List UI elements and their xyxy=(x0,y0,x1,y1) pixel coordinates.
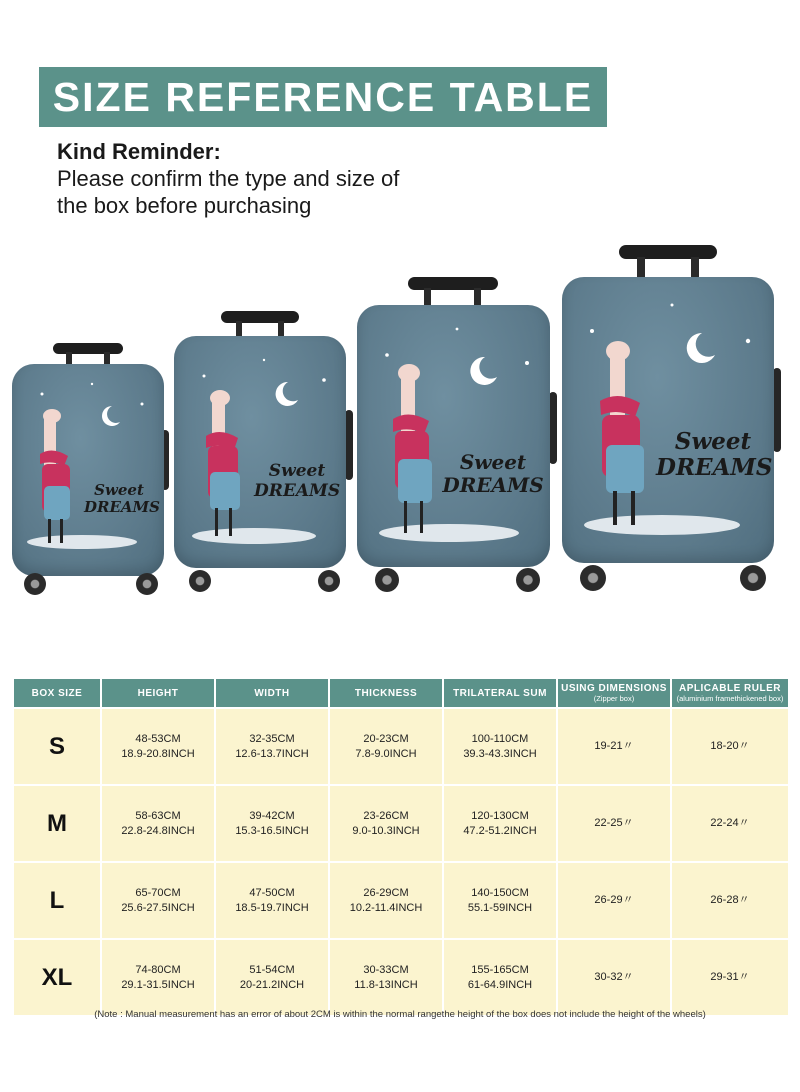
slogan-sweet: Sweet xyxy=(268,461,326,481)
sum-cell: 120-130CM 47.2-51.2INCH xyxy=(444,786,556,861)
header-height: HEIGHT xyxy=(102,679,214,707)
using-cell: 26-29〃 xyxy=(558,863,670,938)
thickness-cell: 26-29CM 10.2-11.4INCH xyxy=(330,863,442,938)
header-using-dimensions: USING DIMENSIONS (Zipper box) xyxy=(558,679,670,707)
slogan-dreams: DREAMS xyxy=(656,454,773,482)
side-grip xyxy=(345,410,353,480)
height-cell: 58-63CM 22.8-24.8INCH xyxy=(102,786,214,861)
sum-cell: 140-150CM 55.1-59INCH xyxy=(444,863,556,938)
header-trilateral-sum: TRILATERAL SUM xyxy=(444,679,556,707)
handle-bar xyxy=(221,311,299,323)
ruler-cell: 22-24〃 xyxy=(672,786,788,861)
height-cell: 65-70CM 25.6-27.5INCH xyxy=(102,863,214,938)
suitcase-body xyxy=(357,305,550,567)
slogan-dreams: DREAMS xyxy=(254,480,341,501)
ruler-cell: 26-28〃 xyxy=(672,863,788,938)
header-aplicable-ruler: APLICABLE RULER (aluminium framethickened box) xyxy=(672,679,788,707)
ruler-cell: 18-20〃 xyxy=(672,709,788,784)
size-label: M xyxy=(14,786,100,861)
slogan-dreams: DREAMS xyxy=(84,498,160,517)
size-label: L xyxy=(14,863,100,938)
header-thickness: THICKNESS xyxy=(330,679,442,707)
handle-bar xyxy=(408,277,498,290)
header-width: WIDTH xyxy=(216,679,328,707)
wheel xyxy=(24,573,46,595)
width-cell: 51-54CM 20-21.2INCH xyxy=(216,940,328,1015)
ruler-cell: 29-31〃 xyxy=(672,940,788,1015)
wheel xyxy=(375,568,399,592)
side-grip xyxy=(549,392,557,464)
slogan-sweet: Sweet xyxy=(459,450,527,474)
thickness-cell: 30-33CM 11.8-13INCH xyxy=(330,940,442,1015)
reminder-title: Kind Reminder: xyxy=(57,139,221,164)
size-label: XL xyxy=(14,940,100,1015)
title-banner xyxy=(39,67,607,127)
wheel xyxy=(318,570,340,592)
handle-bar xyxy=(53,343,123,354)
handle-post xyxy=(691,257,699,279)
giraffe-illustration xyxy=(562,277,774,563)
side-grip xyxy=(773,368,781,452)
using-cell: 30-32〃 xyxy=(558,940,670,1015)
slogan-sweet: Sweet xyxy=(674,428,752,455)
suitcase-body xyxy=(174,336,346,568)
sum-cell: 100-110CM 39.3-43.3INCH xyxy=(444,709,556,784)
suitcase-body xyxy=(562,277,774,563)
width-cell: 39-42CM 15.3-16.5INCH xyxy=(216,786,328,861)
using-cell: 19-21〃 xyxy=(558,709,670,784)
giraffe-illustration xyxy=(357,305,550,567)
reminder-line-1: Please confirm the type and size of xyxy=(57,166,400,191)
kind-reminder xyxy=(57,139,477,219)
measurement-note: (Note : Manual measurement has an error of about 2CM is within the normal rangethe height of the box does not include the height of the wheels) xyxy=(94,1009,706,1020)
slogan-dreams: DREAMS xyxy=(442,473,544,497)
slogan-sweet: Sweet xyxy=(94,481,144,499)
width-cell: 32-35CM 12.6-13.7INCH xyxy=(216,709,328,784)
table-row xyxy=(14,786,788,861)
using-cell: 22-25〃 xyxy=(558,786,670,861)
wheel xyxy=(189,570,211,592)
wheel xyxy=(516,568,540,592)
thickness-cell: 23-26CM 9.0-10.3INCH xyxy=(330,786,442,861)
table-header-row xyxy=(14,679,788,707)
width-cell: 47-50CM 18.5-19.7INCH xyxy=(216,863,328,938)
size-table xyxy=(12,677,790,1017)
page-title: SIZE REFERENCE TABLE xyxy=(52,73,594,120)
wheel xyxy=(136,573,158,595)
table-row xyxy=(14,709,788,784)
handle-bar xyxy=(619,245,717,259)
height-cell: 48-53CM 18.9-20.8INCH xyxy=(102,709,214,784)
reminder-line-2: the box before purchasing xyxy=(57,193,312,218)
handle-post xyxy=(637,257,645,279)
height-cell: 74-80CM 29.1-31.5INCH xyxy=(102,940,214,1015)
size-label: S xyxy=(14,709,100,784)
suitcase-body xyxy=(12,364,164,576)
sum-cell: 155-165CM 61-64.9INCH xyxy=(444,940,556,1015)
wheel xyxy=(580,565,606,591)
table-row xyxy=(14,863,788,938)
header-box-size: BOX SIZE xyxy=(14,679,100,707)
thickness-cell: 20-23CM 7.8-9.0INCH xyxy=(330,709,442,784)
wheel xyxy=(740,565,766,591)
giraffe-illustration xyxy=(174,336,346,568)
table-row xyxy=(14,940,788,1015)
giraffe-illustration xyxy=(12,364,164,576)
